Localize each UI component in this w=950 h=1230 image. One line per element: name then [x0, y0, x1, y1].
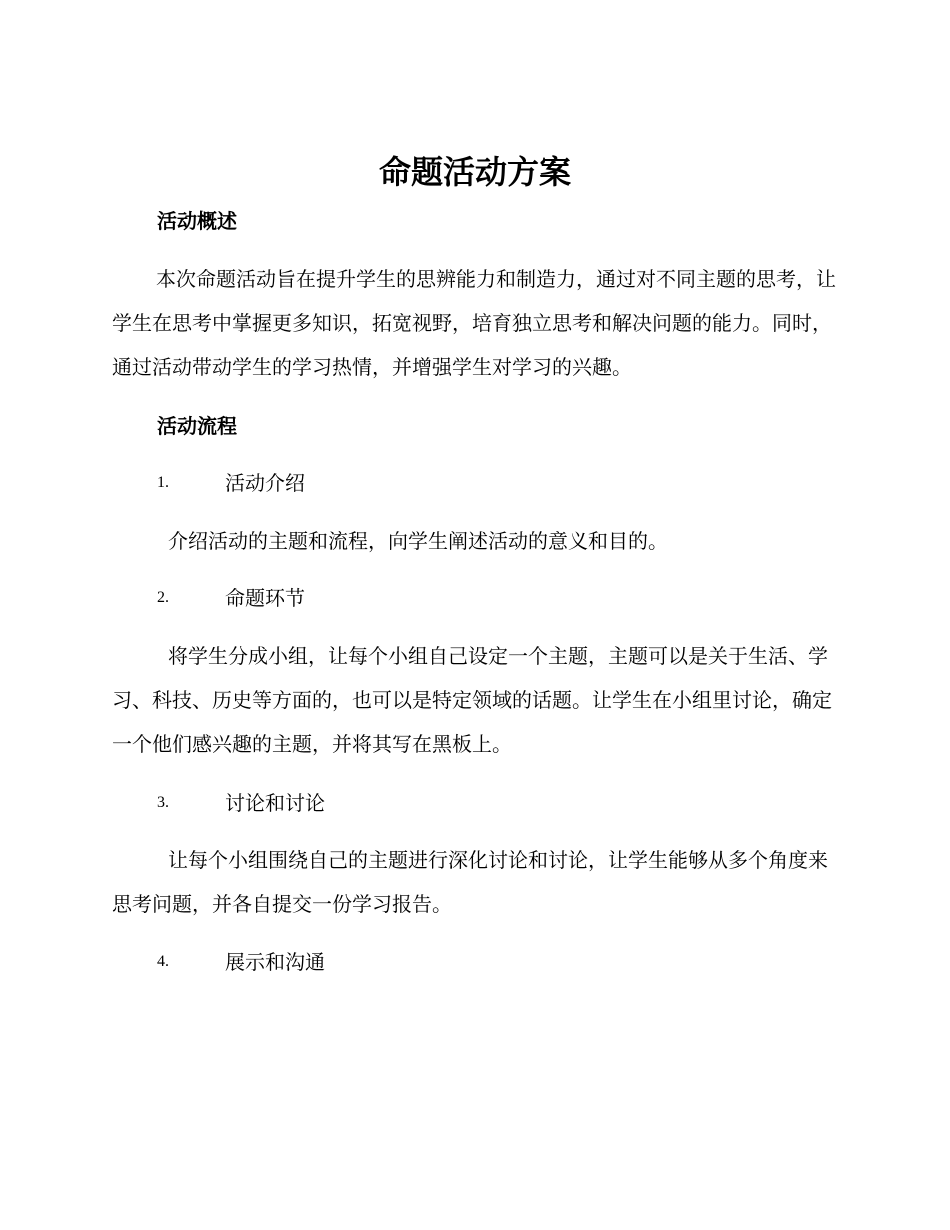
step-4-number: 4. [157, 953, 169, 970]
step-3-title: 讨论和讨论 [225, 791, 325, 815]
overview-paragraph: 本次命题活动旨在提升学生的思辨能力和制造力，通过对不同主题的思考，让学生在思考中掌握更多知识，拓宽视野，培育独立思考和解决问题的能力。同时，通过活动带动学生的学习热情，并增强学生对学习的兴趣。 [112, 267, 836, 379]
step-2-description: 将学生分成小组，让每个小组自己设定一个主题，主题可以是关于生活、学习、科技、历史等方面的，也可以是特定领域的话题。让学生在小组里讨论，确定一个他们感兴趣的主题，并将其写在黑板上。 [112, 644, 832, 756]
step-1-description: 介绍活动的主题和流程，向学生阐述活动的意义和目的。 [168, 529, 668, 553]
step-3-number: 3. [157, 794, 169, 811]
step-2-title: 命题环节 [225, 586, 305, 610]
step-1-number: 1. [157, 474, 169, 491]
step-2-number: 2. [157, 589, 169, 606]
step-3-description: 让每个小组围绕自己的主题进行深化讨论和讨论，让学生能够从多个角度来思考问题，并各自提交一份学习报告。 [112, 848, 828, 916]
document-title: 命题活动方案 [378, 153, 571, 191]
step-4-title: 展示和沟通 [225, 950, 325, 974]
step-1-title: 活动介绍 [225, 471, 305, 495]
section-heading-overview: 活动概述 [157, 209, 237, 233]
section-heading-process: 活动流程 [157, 414, 237, 438]
